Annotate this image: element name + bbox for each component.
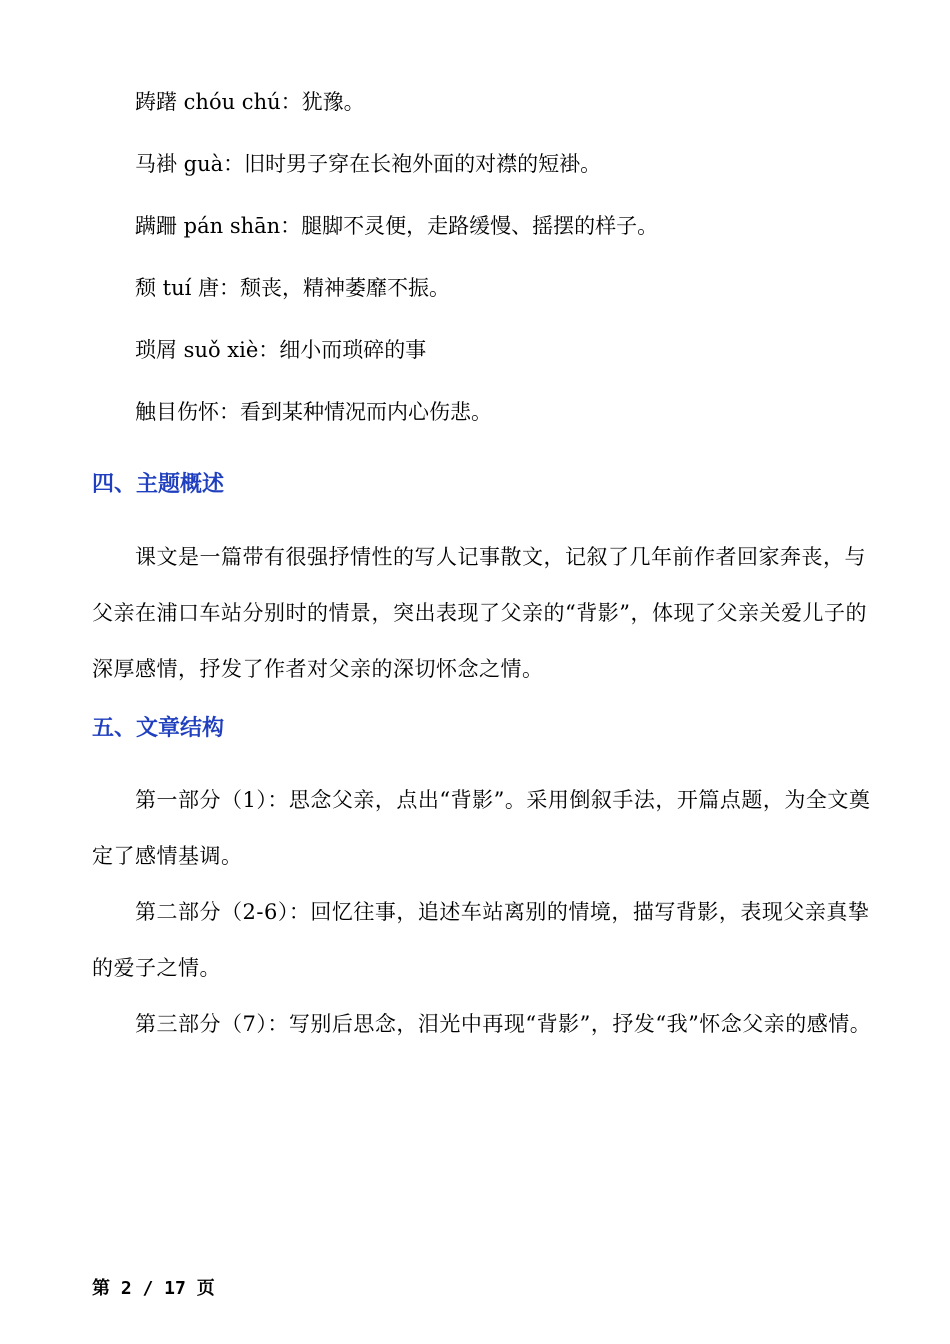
theme-paragraph: 课文是一篇带有很强抒情性的写人记事散文，记叙了几年前作者回家奔丧，与父亲在浦口车站分别时的情景，突出表现了父亲的“背影”，体现了父亲关爱儿子的深厚感情，抒发了作者对父亲的深切怀念之情。 bbox=[92, 545, 867, 681]
vocab-item-2: 马褂 guà：旧时男子穿在长袍外面的对襟的短褂。 bbox=[135, 152, 602, 176]
section-heading-theme: 四、主题概述 bbox=[92, 472, 225, 497]
vocab-item-3: 蹒跚 pán shān：腿脚不灵便，走路缓慢、摇摆的样子。 bbox=[135, 214, 659, 238]
vocab-item-5: 琐屑 suǒ xiè：细小而琐碎的事 bbox=[135, 338, 427, 362]
structure-part-1: 第一部分（1）：思念父亲，点出“背影”。采用倒叙手法，开篇点题，为全文奠定了感情基调。 bbox=[92, 788, 871, 868]
section-heading-structure: 五、文章结构 bbox=[92, 716, 225, 741]
structure-part-2: 第二部分（2-6）：回忆往事，追述车站离别的情境，描写背影，表现父亲真挚的爱子之情。 bbox=[92, 900, 870, 980]
structure-part-3: 第三部分（7）：写别后思念，泪光中再现“背影”，抒发“我”怀念父亲的感情。 bbox=[135, 1012, 872, 1036]
vocab-item-6: 触目伤怀：看到某种情况而内心伤悲。 bbox=[135, 400, 492, 424]
vocab-item-4: 颓 tuí 唐：颓丧，精神萎靡不振。 bbox=[135, 276, 451, 300]
page-number: 第 2 / 17 页 bbox=[92, 1278, 215, 1299]
vocab-item-1: 踌躇 chóu chú：犹豫。 bbox=[135, 90, 365, 114]
